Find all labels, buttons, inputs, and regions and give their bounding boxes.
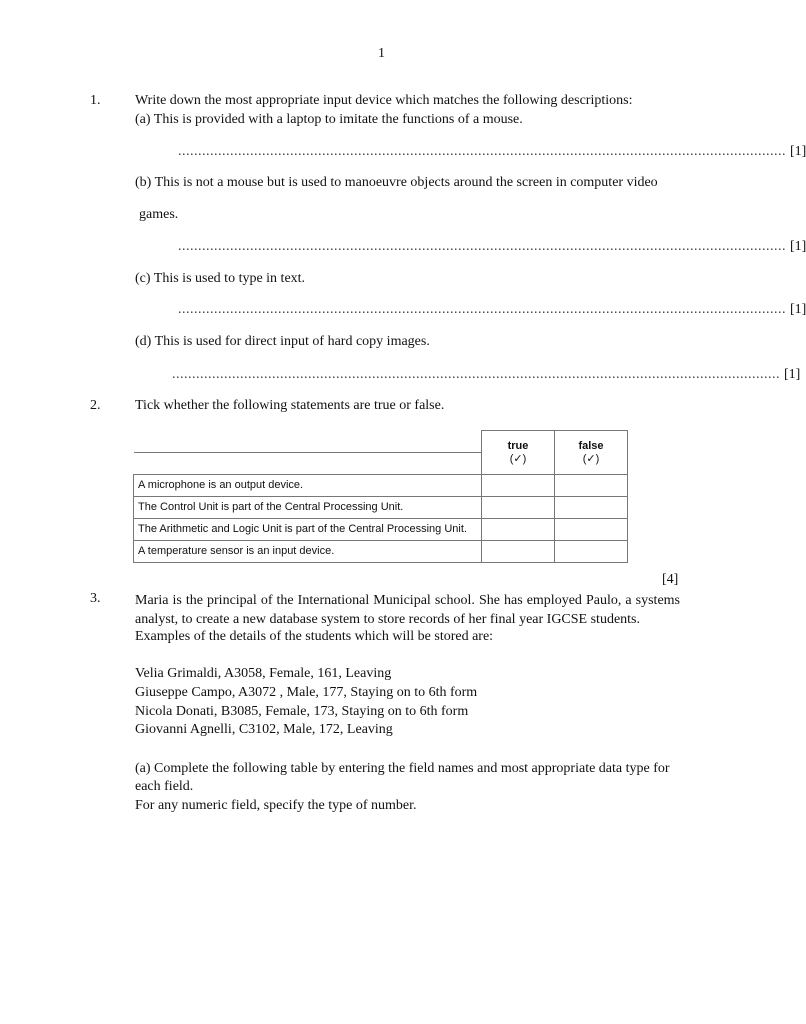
false-checkbox-cell[interactable]	[555, 496, 628, 518]
true-false-table	[133, 430, 628, 563]
true-checkbox-cell[interactable]	[482, 518, 555, 540]
question-3-paragraph: Maria is the principal of the International Municipal school. She has employed Paulo, a systems analyst, to create a new database system to store records of her final year IGCSE students.	[135, 593, 680, 627]
table-row	[134, 474, 628, 496]
question-2-text: Tick whether the following statements are true or false.	[135, 398, 445, 413]
question-1c-text: (c) This is used to type in text.	[135, 271, 306, 286]
question-1b-text: (b) This is not a mouse but is used to manoeuvre objects around the screen in computer video	[135, 175, 658, 190]
answer-dots: ........................................................................................................................................................	[178, 239, 786, 254]
mark-q2: [4]	[662, 572, 679, 587]
question-1b-text-cont: games.	[139, 207, 179, 222]
false-checkbox-cell[interactable]	[555, 540, 628, 562]
answer-line-1c[interactable]	[178, 302, 806, 318]
student-record: Velia Grimaldi, A3058, Female, 161, Leaving	[135, 666, 392, 681]
answer-line-1b[interactable]	[178, 239, 806, 255]
true-tick-hint: (✓)	[482, 452, 555, 474]
question-3a-line-2: each field.	[135, 779, 194, 794]
mark-1c: [1]	[790, 302, 806, 317]
statement-cell: A temperature sensor is an input device.	[134, 540, 482, 562]
false-tick-hint: (✓)	[555, 452, 628, 474]
false-checkbox-cell[interactable]	[555, 518, 628, 540]
table-row	[134, 540, 628, 562]
true-checkbox-cell[interactable]	[482, 540, 555, 562]
statement-cell: The Arithmetic and Logic Unit is part of the Central Processing Unit.	[134, 518, 482, 540]
question-3-number: 3.	[90, 591, 101, 606]
false-column-header: false	[555, 431, 628, 453]
statement-cell: The Control Unit is part of the Central Processing Unit.	[134, 496, 482, 518]
question-3a-line-1: (a) Complete the following table by entering the field names and most appropriate data type for	[135, 761, 670, 776]
mark-1b: [1]	[790, 239, 806, 254]
question-3a-line-3: For any numeric field, specify the type of number.	[135, 798, 417, 813]
student-record: Giuseppe Campo, A3072 , Male, 177, Staying on to 6th form	[135, 685, 478, 700]
answer-dots: ........................................................................................................................................................	[178, 144, 786, 159]
statement-cell: A microphone is an output device.	[134, 474, 482, 496]
question-1a-text: (a) This is provided with a laptop to imitate the functions of a mouse.	[135, 112, 523, 127]
true-checkbox-cell[interactable]	[482, 496, 555, 518]
mark-1a: [1]	[790, 144, 806, 159]
true-checkbox-cell[interactable]	[482, 474, 555, 496]
answer-dots: ........................................................................................................................................................	[178, 302, 786, 317]
question-3-examples-intro: Examples of the details of the students which will be stored are:	[135, 629, 494, 644]
question-1-number: 1.	[90, 93, 101, 108]
answer-line-1d[interactable]	[172, 367, 801, 383]
answer-line-1a[interactable]	[178, 144, 806, 160]
question-1d-text: (d) This is used for direct input of hard copy images.	[135, 334, 430, 349]
mark-1d: [1]	[784, 367, 801, 382]
table-row	[134, 518, 628, 540]
question-2-number: 2.	[90, 398, 101, 413]
table-row	[134, 496, 628, 518]
question-1-intro: Write down the most appropriate input device which matches the following descriptions:	[135, 93, 633, 108]
page-number: 1	[378, 46, 385, 61]
student-record: Giovanni Agnelli, C3102, Male, 172, Leaving	[135, 722, 393, 737]
false-checkbox-cell[interactable]	[555, 474, 628, 496]
true-column-header: true	[482, 431, 555, 453]
student-record: Nicola Donati, B3085, Female, 173, Staying on to 6th form	[135, 704, 469, 719]
answer-dots: ........................................................................................................................................................	[172, 367, 780, 382]
